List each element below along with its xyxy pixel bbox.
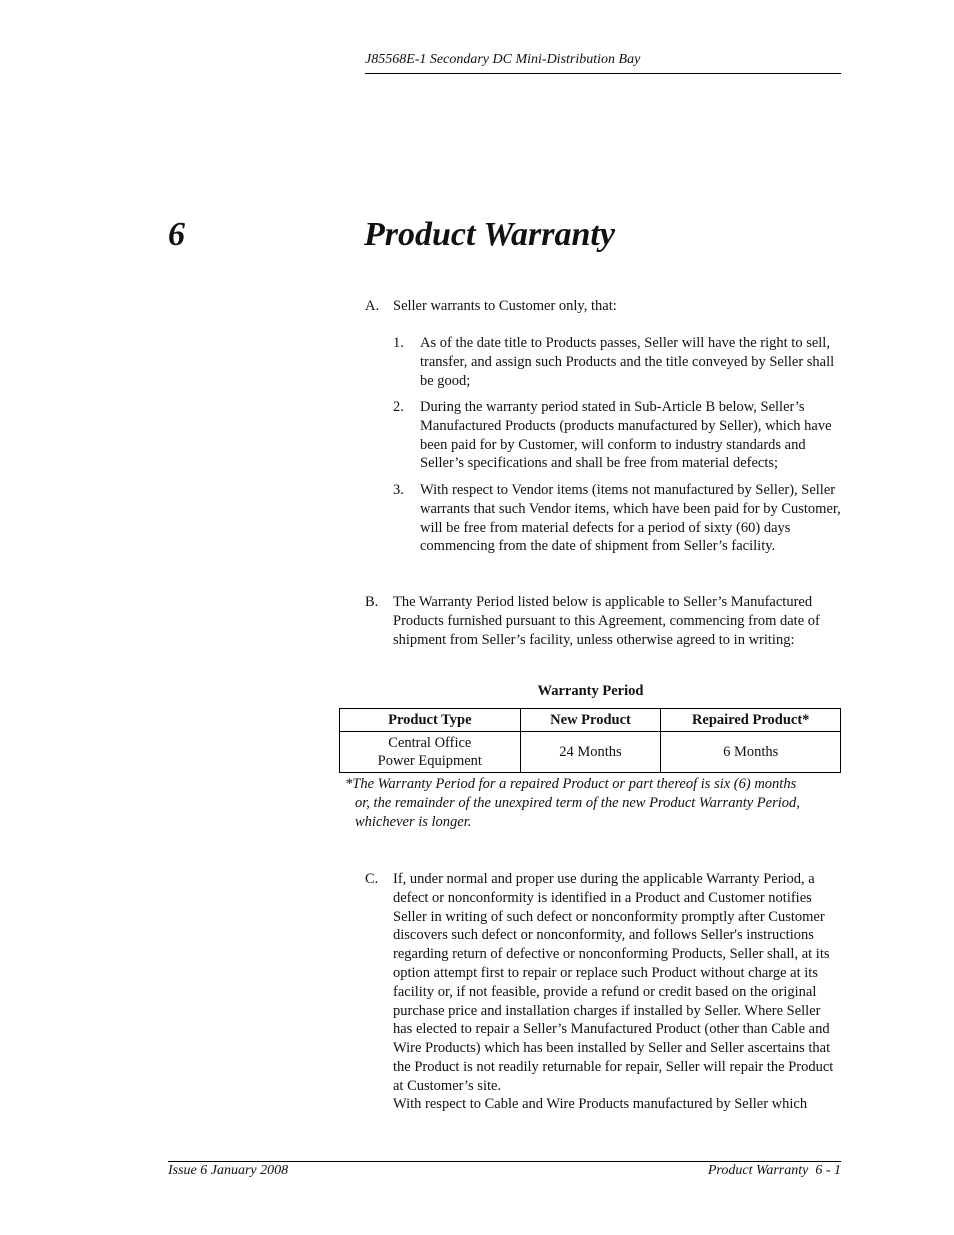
footer-page-number: Product Warranty 6 - 1	[707, 1163, 841, 1178]
header-product-type: Product Type	[340, 709, 521, 732]
section-a-marker: A.	[365, 298, 380, 314]
warranty-table	[339, 708, 841, 773]
header-rule	[365, 73, 841, 74]
section-c-text: If, under normal and proper use during the applicable Warranty Period, a defect or nonconformity is identified in a Product and Customer notifies Seller in writing of such defect or nonconformity promptly after Customer discovers such defect or nonconformity, and follows Seller's instructions regarding return of defective or nonconforming Products, Seller shall, at its option attempt first to repair or replace such Product without charge at its facility or, if not feasible, provide a refund or credit based on the original purchase price and installation charges if installed by Seller. Where Seller has elected to repair a Seller’s Manufactured Product (other than Cable and Wire Products) which has been installed by Seller and Seller ascertains that the Product is not readily returnable for repair, Seller will repair the Product at Customer’s site.	[393, 871, 834, 1094]
cell-product-type-line1: Central Office	[388, 735, 472, 751]
item-2-text: During the warranty period stated in Sub-Article B below, Seller’s Manufactured Products (products manufactured by Seller), which have been paid for by Customer, will conform to industry standards and Seller’s specifications and shall be free from material defects;	[420, 399, 832, 472]
table-header-row	[340, 709, 841, 732]
footer-rule	[168, 1161, 841, 1162]
item-2-marker: 2.	[393, 399, 404, 415]
section-b-marker: B.	[365, 594, 379, 610]
table-caption: Warranty Period	[537, 683, 644, 699]
footer-issue: Issue 6 January 2008	[168, 1163, 289, 1178]
item-3-text: With respect to Vendor items (items not manufactured by Seller), Seller warrants that such Vendor items, which have been paid for by Customer, will be free from material defects for a period of sixty (60) days commencing from the date of shipment from Seller’s facility.	[420, 482, 841, 555]
header-new-product: New Product	[520, 709, 661, 732]
cell-repaired-product: 6 Months	[661, 732, 841, 773]
header-repaired-product: Repaired Product*	[661, 709, 841, 732]
cell-new-product: 24 Months	[520, 732, 661, 773]
section-a-text: Seller warrants to Customer only, that:	[393, 298, 617, 314]
cell-product-type	[340, 732, 521, 773]
table-footnote	[345, 775, 845, 832]
cell-product-type-line2: Power Equipment	[377, 753, 482, 769]
footnote-line-1: *The Warranty Period for a repaired Product or part thereof is six (6) months	[345, 776, 797, 792]
chapter-number: 6	[168, 216, 185, 253]
chapter-title: Product Warranty	[364, 216, 615, 253]
section-b-text: The Warranty Period listed below is applicable to Seller’s Manufactured Products furnished pursuant to this Agreement, commencing from date of shipment from Seller’s facility, unless otherwise agreed to in writing:	[393, 594, 820, 648]
section-c-continuation: With respect to Cable and Wire Products manufactured by Seller which	[393, 1096, 808, 1112]
table-row	[340, 732, 841, 773]
item-3-marker: 3.	[393, 482, 404, 498]
header-doc-title: J85568E-1 Secondary DC Mini-Distribution Bay	[365, 52, 641, 67]
section-c-marker: C.	[365, 871, 379, 887]
item-1-text: As of the date title to Products passes, Seller will have the right to sell, transfer, and assign such Products and the title conveyed by Seller shall be good;	[420, 335, 835, 389]
item-1-marker: 1.	[393, 335, 404, 351]
footnote-line-2: or, the remainder of the unexpired term of the new Product Warranty Period,	[355, 795, 800, 811]
footnote-line-3: whichever is longer.	[355, 814, 472, 830]
